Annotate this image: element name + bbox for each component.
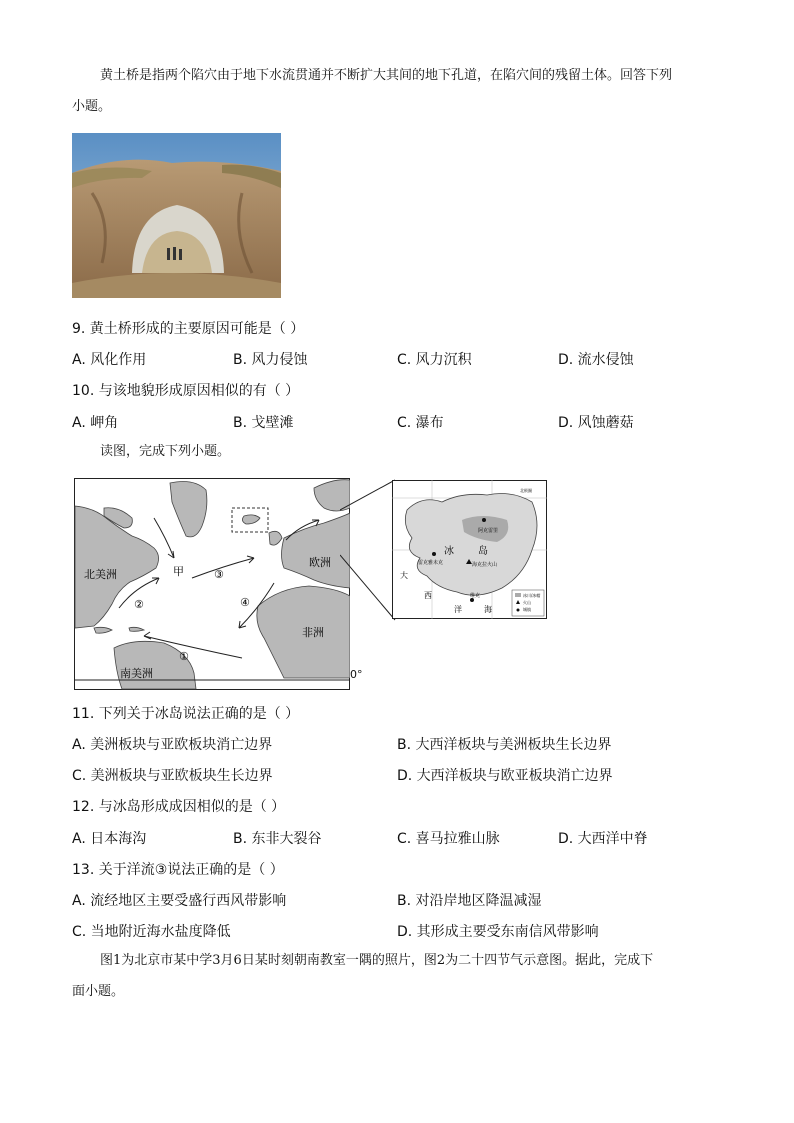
q9-option-c[interactable]: C. 风力沉积 [397, 352, 472, 368]
intro-3-line-2: 面小题。 [72, 984, 125, 999]
intro-paragraph-2 [72, 436, 722, 467]
q12-option-c[interactable]: C. 喜马拉雅山脉 [397, 831, 500, 847]
label-hekla: 海克拉火山 [472, 562, 498, 568]
q9-option-d[interactable]: D. 流水侵蚀 [558, 352, 634, 368]
q12-option-a[interactable]: A. 日本海沟 [72, 831, 147, 847]
q10-option-d[interactable]: D. 风蚀蘑菇 [558, 415, 634, 431]
legend-ice: 冰川/冰帽 [523, 593, 541, 598]
intro-1-line-2: 小题。 [72, 99, 112, 114]
question-12: 12. 与冰岛形成成因相似的是（ ） [72, 799, 286, 815]
q13-option-b[interactable]: B. 对沿岸地区降温减湿 [397, 893, 542, 909]
loess-bridge-photo [72, 133, 281, 298]
intro-paragraph-3 [72, 945, 722, 1007]
iceland-inset-map [392, 480, 547, 619]
label-current-1: ① [179, 650, 189, 663]
q11-option-a[interactable]: A. 美洲板块与亚欧板块消亡边界 [72, 737, 273, 753]
q12-option-d[interactable]: D. 大西洋中脊 [558, 831, 648, 847]
q12-option-b[interactable]: B. 东非大裂谷 [233, 831, 322, 847]
label-akureyri: 阿克雷里 [478, 528, 499, 534]
label-africa: 非洲 [302, 626, 324, 639]
label-europe: 欧洲 [309, 556, 331, 569]
label-current-3: ③ [214, 568, 224, 581]
label-da: 大 [400, 571, 408, 580]
label-yang: 洋 [454, 605, 462, 614]
label-reykjavik: 雷克雅未克 [418, 560, 444, 566]
question-9: 9. 黄土桥形成的主要原因可能是（ ） [72, 321, 305, 337]
label-north-america: 北美洲 [84, 568, 117, 581]
north-atlantic-map [74, 478, 350, 690]
label-current-4: ④ [240, 596, 250, 609]
legend-city: 城镇 [523, 607, 531, 612]
legend-volcano: 火山 [523, 600, 531, 605]
intro-1-line-1: 黄土桥是指两个陷穴由于地下水流贯通并不断扩大其间的地下孔道，在陷穴间的残留土体。回答下列 [100, 68, 673, 83]
q11-option-d[interactable]: D. 大西洋板块与欧亚板块消亡边界 [397, 768, 613, 784]
q11-option-c[interactable]: C. 美洲板块与亚欧板块生长边界 [72, 768, 273, 784]
question-10: 10. 与该地貌形成原因相似的有（ ） [72, 383, 300, 399]
question-13: 13. 关于洋流③说法正确的是（ ） [72, 862, 284, 878]
label-equator: 0° [350, 668, 363, 681]
q10-option-a[interactable]: A. 岬角 [72, 415, 119, 431]
intro-2-text: 读图，完成下列小题。 [100, 444, 231, 459]
q9-option-a[interactable]: A. 风化作用 [72, 352, 147, 368]
question-11: 11. 下列关于冰岛说法正确的是（ ） [72, 706, 300, 722]
q11-option-b[interactable]: B. 大西洋板块与美洲板块生长边界 [397, 737, 612, 753]
q10-option-c[interactable]: C. 瀑布 [397, 415, 444, 431]
intro-3-line-1: 图1为北京市某中学3月6日某时刻朝南教室一隅的照片，图2为二十四节气示意图。据此，完成下 [100, 953, 654, 968]
label-polar-circle: 北极圈 [520, 488, 532, 493]
label-iceland-1: 冰 [444, 546, 454, 557]
intro-paragraph-1 [72, 60, 722, 122]
q13-option-a[interactable]: A. 流经地区主要受盛行西风带影响 [72, 893, 287, 909]
q13-option-c[interactable]: C. 当地附近海水盐度降低 [72, 924, 231, 940]
label-jia: 甲 [173, 565, 184, 578]
label-xi: 西 [424, 591, 432, 600]
label-current-2: ② [134, 598, 144, 611]
inset-leader-lines [340, 475, 400, 625]
label-hai: 海 [484, 605, 492, 614]
label-iceland-2: 岛 [478, 546, 488, 557]
label-vik: 维克 [470, 593, 481, 599]
q13-option-d[interactable]: D. 其形成主要受东南信风带影响 [397, 924, 599, 940]
q10-option-b[interactable]: B. 戈壁滩 [233, 415, 294, 431]
label-south-america: 南美洲 [120, 667, 153, 680]
q9-option-b[interactable]: B. 风力侵蚀 [233, 352, 308, 368]
